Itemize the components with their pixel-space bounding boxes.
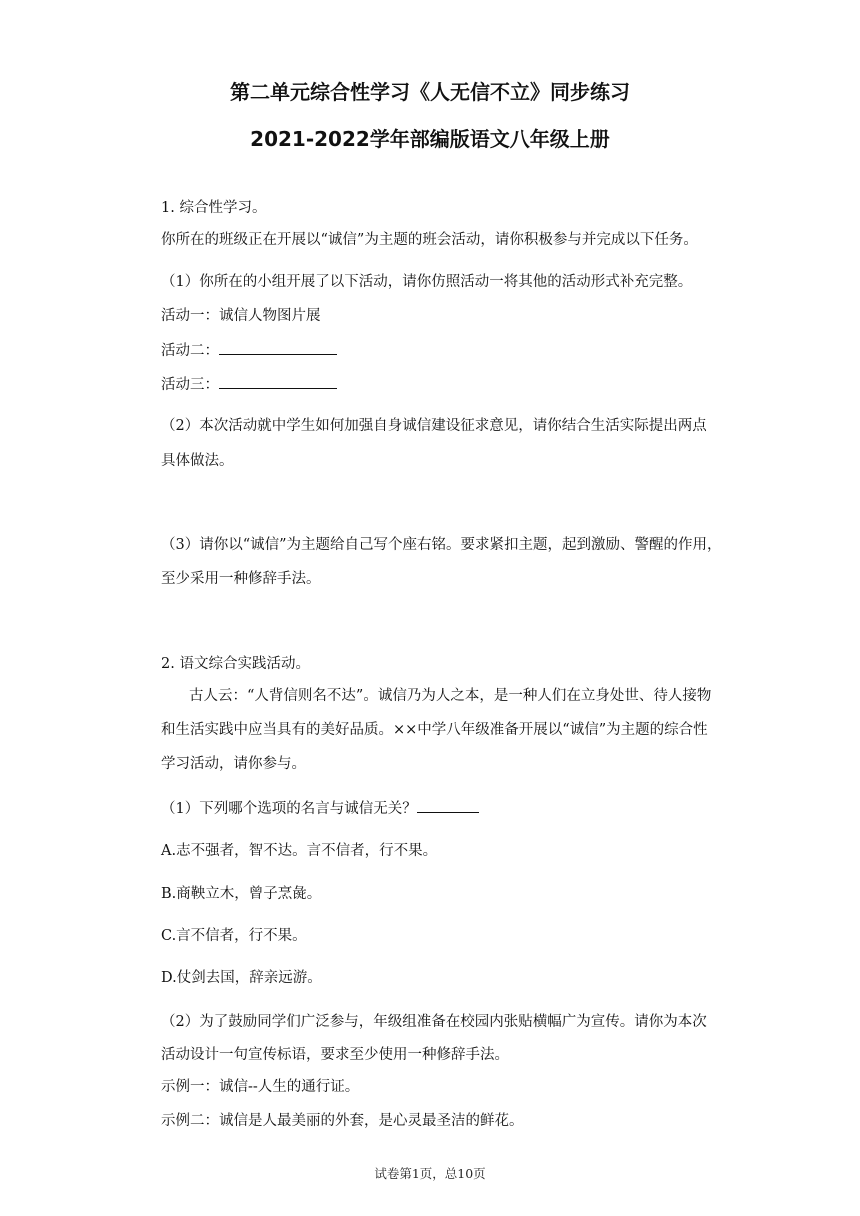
answer-blank[interactable]: [219, 374, 337, 389]
doc-title: 第二单元综合性学习《人无信不立》同步练习: [230, 80, 630, 104]
q2-paragraph-line1: 古人云：“人背信则名不达”。诚信乃为人之本，是一种人们在立身处世、待人接物: [189, 688, 712, 704]
q1-part3-line2: 至少采用一种修辞手法。: [161, 571, 321, 587]
q1-activity-1: 活动一：诚信人物图片展: [161, 308, 321, 324]
q1-part3-line1: （3）请你以“诚信”为主题给自己写个座右铭。要求紧扣主题，起到激励、警醒的作用，: [161, 537, 722, 553]
page-footer: 试卷第1页，总10页: [374, 1166, 486, 1181]
q1-activity-3-label: 活动三：: [161, 377, 219, 393]
q2-heading: 2. 语文综合实践活动。: [161, 656, 310, 672]
q1-part1: （1）你所在的小组开展了以下活动，请你仿照活动一将其他的活动形式补充完整。: [161, 274, 693, 290]
example-1: 示例一：诚信--人生的通行证。: [161, 1079, 360, 1095]
q1-activity-3: [161, 374, 337, 395]
q1-activity-2: [161, 340, 337, 361]
option-b: B.商鞅立木，曾子烹彘。: [161, 886, 322, 902]
q1-part2-line2: 具体做法。: [161, 453, 234, 469]
q2-paragraph-line3: 学习活动，请你参与。: [161, 756, 306, 772]
option-d: D.仗剑去国，辞亲远游。: [161, 970, 322, 986]
q2-sub2-line2: 活动设计一句宣传标语，要求至少使用一种修辞手法。: [161, 1047, 509, 1063]
option-c: C.言不信者，行不果。: [161, 928, 307, 944]
q2-paragraph-line2: 和生活实践中应当具有的美好品质。××中学八年级准备开展以“诚信”为主题的综合性: [161, 722, 708, 738]
option-a: A.志不强者，智不达。言不信者，行不果。: [161, 843, 438, 859]
q2-sub1-text: （1）下列哪个选项的名言与诚信无关？: [161, 801, 417, 817]
answer-blank[interactable]: [219, 340, 337, 355]
q2-sub1: [161, 798, 479, 819]
answer-blank[interactable]: [417, 798, 479, 813]
q1-intro: 你所在的班级正在开展以“诚信”为主题的班会活动，请你积极参与并完成以下任务。: [161, 232, 698, 248]
q1-part2-line1: （2）本次活动就中学生如何加强自身诚信建设征求意见，请你结合生活实际提出两点: [161, 418, 707, 434]
q1-heading: 1. 综合性学习。: [161, 200, 267, 216]
example-2: 示例二：诚信是人最美丽的外套，是心灵最圣洁的鲜花。: [161, 1113, 524, 1129]
doc-subtitle: 2021-2022学年部编版语文八年级上册: [250, 127, 610, 151]
q1-activity-2-label: 活动二：: [161, 343, 219, 359]
q2-sub2-line1: （2）为了鼓励同学们广泛参与，年级组准备在校园内张贴横幅广为宣传。请你为本次: [161, 1014, 707, 1030]
